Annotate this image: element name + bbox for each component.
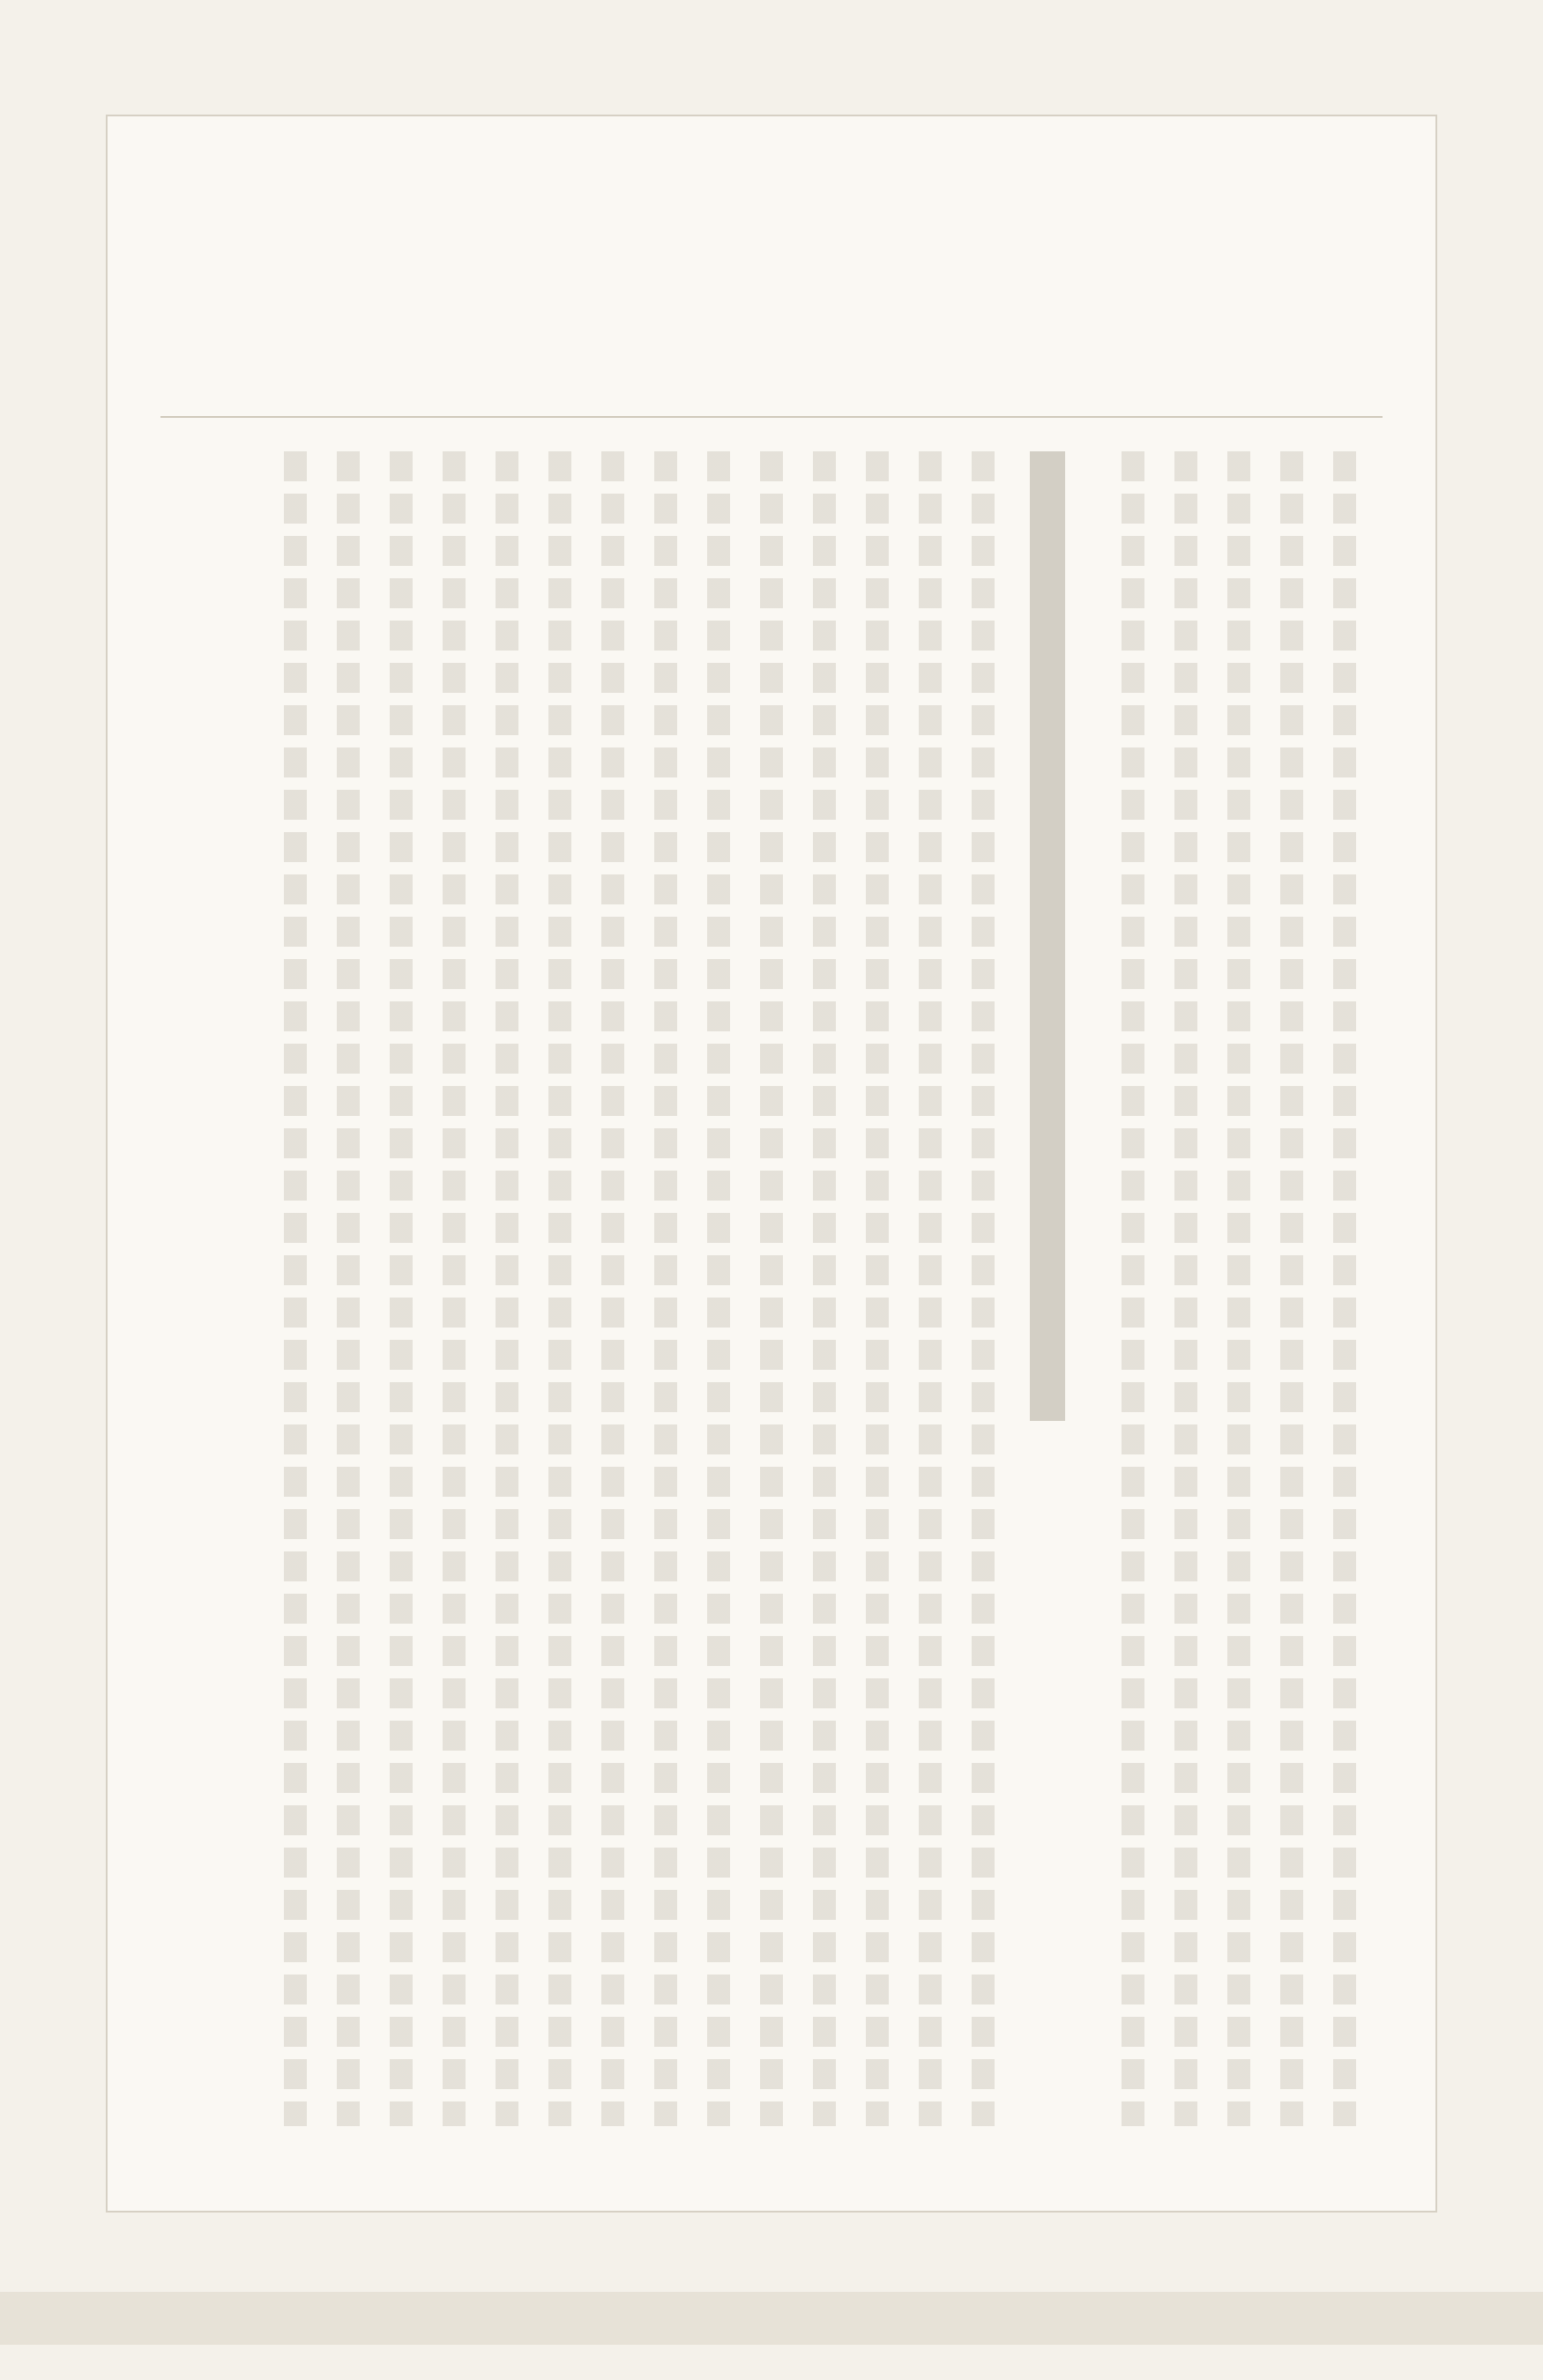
- text-column-4: [1174, 451, 1197, 2126]
- text-column-3: [1227, 451, 1250, 2126]
- text-column-10: [760, 451, 783, 2126]
- document-page: [106, 115, 1437, 2213]
- text-column-11: [707, 451, 730, 2126]
- text-column-8: [866, 451, 889, 2126]
- text-column-13: [601, 451, 624, 2126]
- header-rule: [160, 416, 1383, 418]
- text-column-16: [443, 451, 466, 2126]
- section-heading-block: [1030, 451, 1065, 1421]
- text-column-15: [496, 451, 518, 2126]
- text-column-17: [390, 451, 413, 2126]
- text-column-18: [337, 451, 360, 2126]
- text-column-5: [1122, 451, 1144, 2126]
- text-column-1: [1333, 451, 1356, 2126]
- text-column-14: [548, 451, 571, 2126]
- text-column-6: [972, 451, 995, 2126]
- text-column-12: [654, 451, 677, 2126]
- text-column-9: [813, 451, 836, 2126]
- text-column-19: [284, 451, 307, 2126]
- footer-band: [0, 2292, 1543, 2345]
- text-column-2: [1280, 451, 1303, 2126]
- text-column-7: [919, 451, 942, 2126]
